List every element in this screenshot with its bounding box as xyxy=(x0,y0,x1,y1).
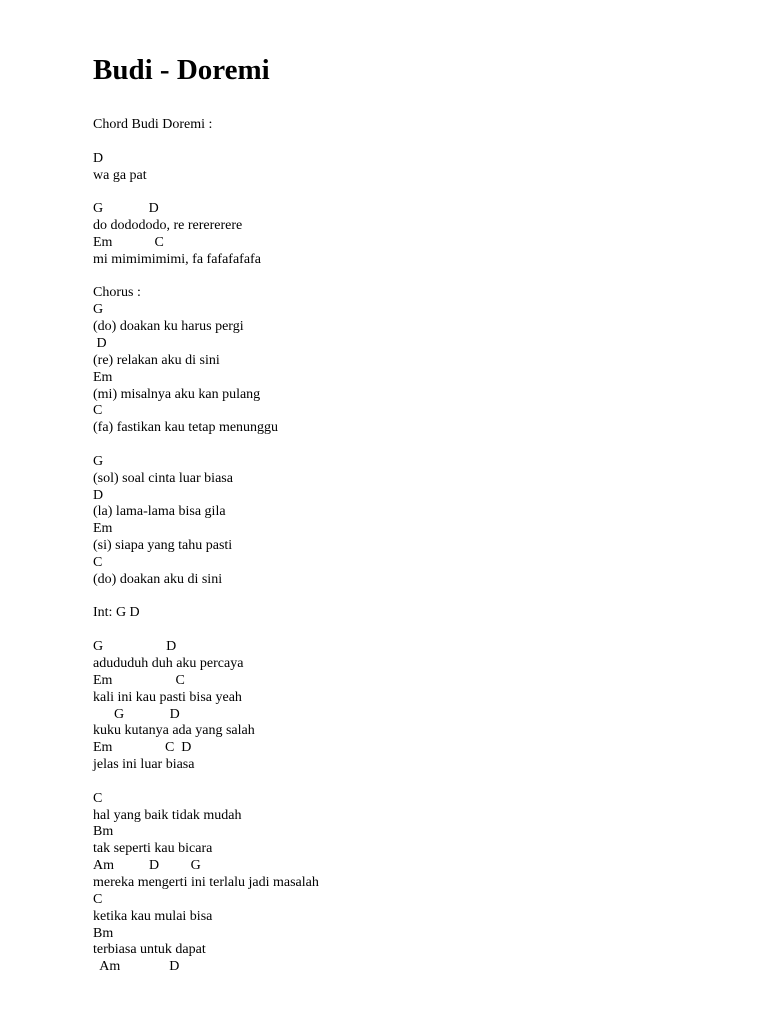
lyric-line: (do) doakan ku harus pergi xyxy=(93,319,244,335)
chord-line: D xyxy=(93,150,104,166)
lyric-line: Chord Budi Doremi : xyxy=(93,117,213,132)
chord-line: C xyxy=(93,790,103,806)
chord-line: C xyxy=(93,554,103,570)
lyric-line: adududuh duh aku percaya xyxy=(93,656,244,671)
lyric-line: tak seperti kau bicara xyxy=(93,841,213,857)
chord-line: G xyxy=(93,453,104,469)
lyric-line: (la) lama-lama bisa gila xyxy=(93,504,226,520)
lyric-line: (fa) fastikan kau tetap menunggu xyxy=(93,420,279,436)
chord-line: G D xyxy=(93,706,180,722)
blank-line xyxy=(93,134,319,151)
lyric-line: hal yang baik tidak mudah xyxy=(93,807,242,823)
lyric-line: do dodododo, re rerererere xyxy=(93,218,243,234)
lyrics-body xyxy=(93,117,319,976)
blank-line xyxy=(93,437,319,454)
lyric-line: jelas ini luar biasa xyxy=(93,757,195,773)
chord-line: Bm xyxy=(93,925,114,941)
chord-line: Em xyxy=(93,521,113,537)
blank-line xyxy=(93,589,319,606)
chord-line: Am D xyxy=(93,959,180,975)
blank-line xyxy=(93,269,319,286)
chord-line: G xyxy=(93,302,104,318)
lyric-line: (do) doakan aku di sini xyxy=(93,571,223,587)
blank-line xyxy=(93,774,319,791)
lyric-line: wa ga pat xyxy=(93,167,147,183)
chord-line: D xyxy=(93,335,107,351)
lyric-line: Chorus : xyxy=(93,285,141,301)
lyric-line: kuku kutanya ada yang salah xyxy=(93,723,255,739)
chord-line: D xyxy=(93,487,104,503)
chord-line: Am D G xyxy=(93,858,201,874)
chord-line: G D xyxy=(93,639,177,655)
chord-line: C xyxy=(93,403,103,419)
lyric-line: kali ini kau pasti bisa yeah xyxy=(93,689,242,705)
lyric-line: (mi) misalnya aku kan pulang xyxy=(93,386,261,402)
chord-line: Em C D xyxy=(93,740,192,756)
chord-line: Em xyxy=(93,369,113,385)
chord-line: Em C xyxy=(93,672,185,688)
chord-line: C xyxy=(93,891,103,907)
chord-line: G D xyxy=(93,201,159,217)
chord-line: Em C xyxy=(93,234,164,250)
lyric-line: terbiasa untuk dapat xyxy=(93,942,206,958)
blank-line xyxy=(93,622,319,639)
lyric-line: (sol) soal cinta luar biasa xyxy=(93,470,233,486)
lyric-line: (re) relakan aku di sini xyxy=(93,352,220,368)
blank-line xyxy=(93,184,319,201)
chord-line: Bm xyxy=(93,824,114,840)
lyric-line: ketika kau mulai bisa xyxy=(93,908,213,924)
lyric-line: mi mimimimimi, fa fafafafafa xyxy=(93,251,261,267)
lyric-line: mereka mengerti ini terlalu jadi masalah xyxy=(93,874,319,890)
lyric-line: Int: G D xyxy=(93,605,140,621)
document-title: Budi - Doremi xyxy=(93,54,270,86)
lyric-line: (si) siapa yang tahu pasti xyxy=(93,538,233,554)
